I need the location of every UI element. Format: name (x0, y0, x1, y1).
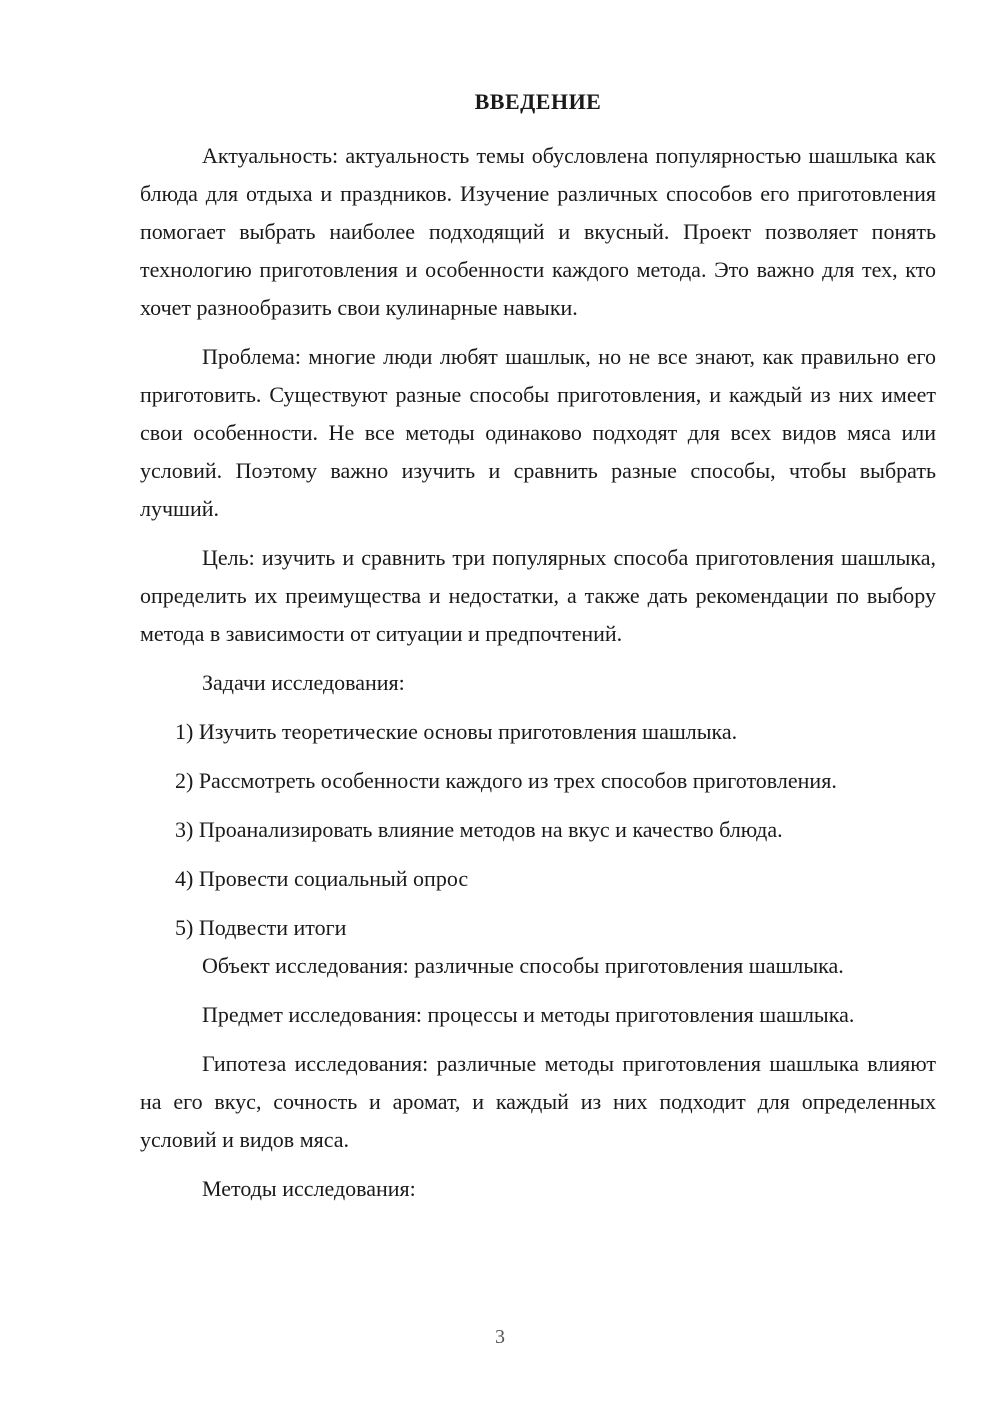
paragraph-hypothesis: Гипотеза исследования: различные методы приготовления шашлыка влияют на его вкус, сочность и аромат, и каждый из них подходит для определенных условий и видов мяса. (140, 1050, 936, 1152)
list-item: 2) Рассмотреть особенности каждого из трех способов приготовления. (175, 767, 837, 793)
list-item: 4) Провести социальный опрос (175, 865, 469, 891)
list-item: 3) Проанализировать влияние методов на вкус и качество блюда. (175, 816, 783, 842)
page-content (140, 88, 936, 1208)
methods-label: Методы исследования: (202, 1175, 416, 1201)
paragraph-object-of-research: Объект исследования: различные способы приготовления шашлыка. (202, 952, 844, 978)
paragraph-relevance: Актуальность: актуальность темы обусловлена популярностью шашлыка как блюда для отдыха и праздников. Изучение различных способов его приготовления помогает выбрать наиболее подходящий и вкусный. Проект позволяет понять технологию приготовления и особенности каждого метода. Это важно для тех, кто хочет разнообразить свои кулинарные навыки. (140, 142, 936, 320)
list-item: 1) Изучить теоретические основы приготовления шашлыка. (175, 718, 738, 744)
paragraph-subject-of-research: Предмет исследования: процессы и методы приготовления шашлыка. (202, 1001, 855, 1027)
tasks-list (140, 713, 936, 947)
paragraph-problem: Проблема: многие люди любят шашлык, но не все знают, как правильно его приготовить. Существуют разные способы приготовления, и каждый из них имеет свои особенности. Не все методы одинаково подходят для всех видов мяса или условий. Поэтому важно изучить и сравнить разные способы, чтобы выбрать лучший. (140, 343, 936, 521)
page-title: ВВЕДЕНИЕ (474, 89, 602, 114)
page-number: 3 (495, 1326, 505, 1348)
list-item: 5) Подвести итоги (175, 914, 347, 940)
paragraph-goal: Цель: изучить и сравнить три популярных способа приготовления шашлыка, определить их преимущества и недостатки, а также дать рекомендации по выбору метода в зависимости от ситуации и предпочтений. (140, 544, 936, 646)
tasks-label: Задачи исследования: (202, 669, 405, 695)
